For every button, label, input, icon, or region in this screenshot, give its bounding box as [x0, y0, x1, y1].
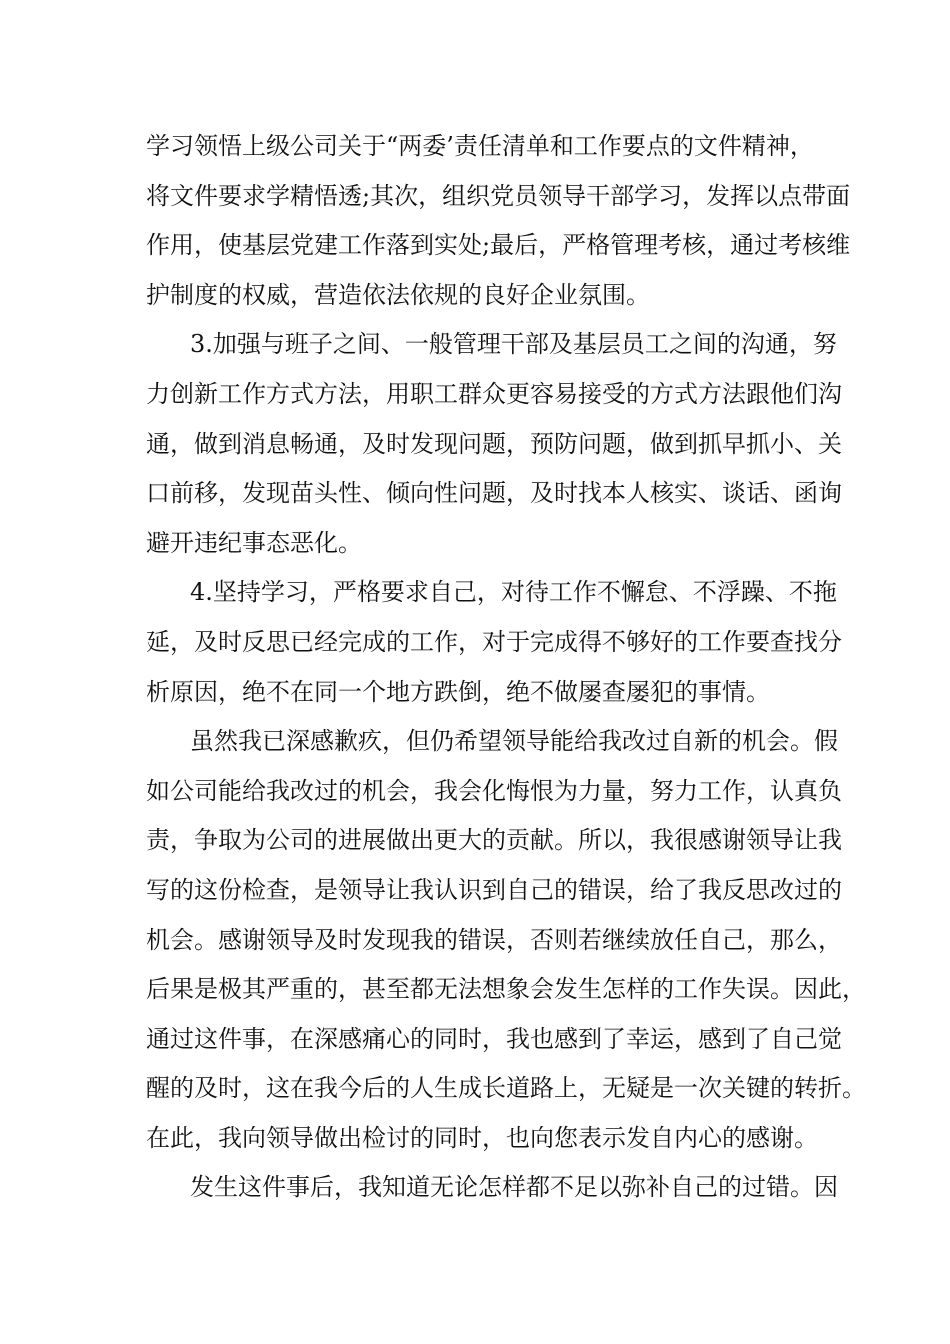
text-line: 学习领悟上级公司关于“两委’责任清单和工作要点的文件精神，: [146, 132, 814, 160]
text-line: 护制度的权威，营造依法依规的良好企业氛围。: [146, 280, 650, 309]
text-line: 延，及时反思已经完成的工作，对于完成得不够好的工作要查找分: [146, 627, 842, 656]
text-line: 虽然我已深感歉疚，但仍希望领导能给我改过自新的机会。假: [190, 727, 838, 756]
text-line: 通，做到消息畅通，及时发现问题，预防问题，做到抓早抓小、关: [146, 429, 842, 458]
text-line: 通过这件事，在深感痛心的同时，我也感到了幸运，感到了自己觉: [146, 1024, 842, 1053]
text-line: 将文件要求学精悟透;其次，组织党员领导干部学习，发挥以点带面: [146, 181, 851, 210]
text-line: 避开违纪事态恶化。: [146, 528, 362, 557]
text-line: 机会。感谢领导及时发现我的错误，否则若继续放任自己，那么，: [146, 925, 842, 954]
document-body: [146, 122, 866, 1213]
text-line: 写的这份检查，是领导让我认识到自己的错误，给了我反思改过的: [146, 875, 842, 904]
text-line: 后果是极其严重的，甚至都无法想象会发生怎样的工作失误。因此，: [146, 975, 866, 1004]
text-line: 责，争取为公司的进展做出更大的贡献。所以，我很感谢领导让我: [146, 826, 842, 855]
text-line: 口前移，发现苗头性、倾向性问题，及时找本人核实、谈话、函询: [146, 479, 842, 508]
text-line: 4.坚持学习，严格要求自己，对待工作不懈怠、不浮躁、不拖: [190, 578, 837, 607]
text-line: 析原因，绝不在同一个地方跌倒，绝不做屡查屡犯的事情。: [146, 677, 770, 706]
text-line: 3.加强与班子之间、一般管理干部及基层员工之间的沟通，努: [190, 330, 837, 359]
text-line: 在此，我向领导做出检讨的同时，也向您表示发自内心的感谢。: [146, 1123, 818, 1152]
text-line: 力创新工作方式方法，用职工群众更容易接受的方式方法跟他们沟: [146, 379, 842, 408]
text-line: 醒的及时，这在我今后的人生成长道路上，无疑是一次关键的转折。: [146, 1074, 866, 1103]
text-line: 发生这件事后，我知道无论怎样都不足以弥补自己的过错。因: [190, 1173, 838, 1202]
text-line: 作用，使基层党建工作落到实处;最后，严格管理考核，通过考核维: [146, 231, 851, 260]
text-line: 如公司能给我改过的机会，我会化悔恨为力量，努力工作，认真负: [146, 776, 842, 805]
